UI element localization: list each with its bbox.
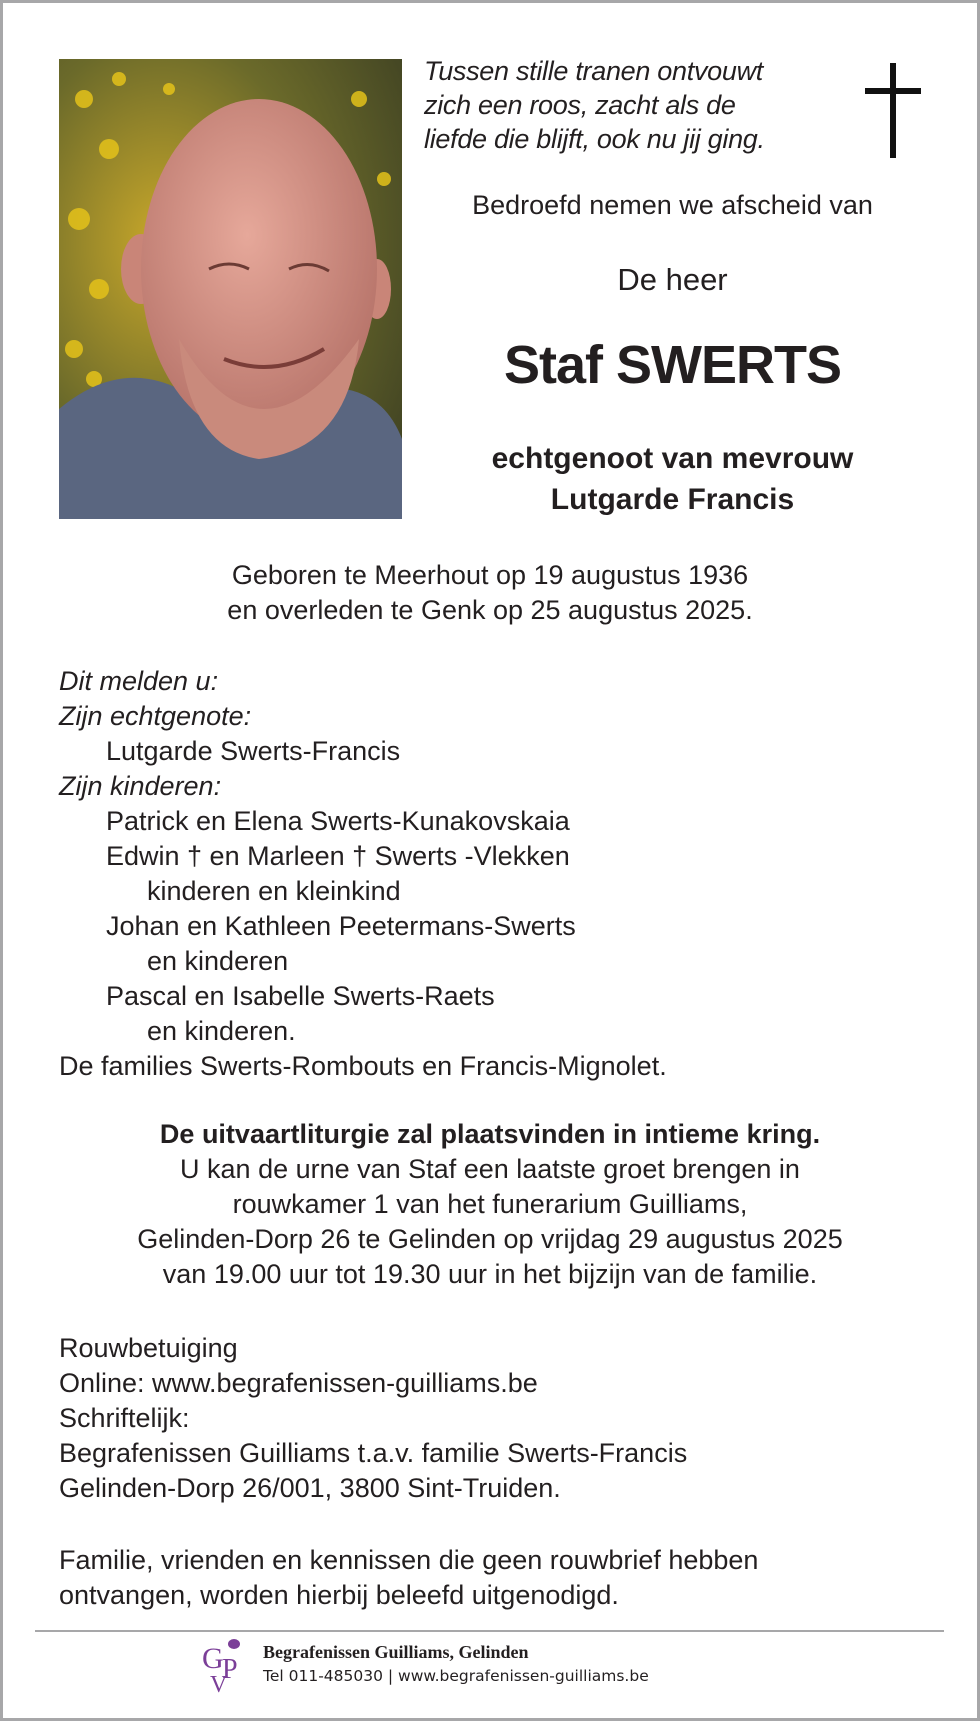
closing-line: ontvangen, worden hierbij beleefd uitgenodigd. bbox=[59, 1580, 619, 1610]
footer-contact: Tel 011-485030 | www.begrafenissen-guilliams.be bbox=[263, 1667, 649, 1685]
intro-text: Bedroefd nemen we afscheid van bbox=[472, 190, 873, 220]
family-line: Lutgarde Swerts-Francis bbox=[106, 736, 401, 766]
family-line: Edwin † en Marleen † Swerts -Vlekken bbox=[106, 841, 570, 871]
family-line: Zijn echtgenote: bbox=[59, 701, 252, 731]
ceremony-line: rouwkamer 1 van het funerarium Guilliams, bbox=[232, 1189, 748, 1219]
condolence-line: Rouwbetuiging bbox=[59, 1333, 238, 1363]
family-line: kinderen en kleinkind bbox=[147, 876, 401, 906]
poem bbox=[424, 54, 765, 156]
svg-text:G: G bbox=[202, 1642, 224, 1675]
poem-line: Tussen stille tranen ontvouwt bbox=[424, 56, 763, 86]
closing-line: Familie, vrienden en kennissen die geen rouwbrief hebben bbox=[59, 1545, 759, 1575]
portrait-photo bbox=[59, 59, 402, 519]
family-line: De families Swerts-Rombouts en Francis-Mignolet. bbox=[59, 1051, 667, 1081]
ceremony-line: Gelinden-Dorp 26 te Gelinden op vrijdag 29 augustus 2025 bbox=[137, 1224, 843, 1254]
family-list bbox=[59, 664, 667, 1084]
deceased-name: Staf SWERTS bbox=[503, 335, 842, 395]
family-line: Johan en Kathleen Peetermans-Swerts bbox=[106, 911, 576, 941]
spouse-info bbox=[430, 438, 915, 520]
ceremony-info bbox=[0, 1117, 980, 1292]
family-line: Pascal en Isabelle Swerts-Raets bbox=[106, 981, 495, 1011]
ceremony-line: van 19.00 uur tot 19.30 uur in het bijzijn van de familie. bbox=[162, 1259, 818, 1289]
condolence-line: Begrafenissen Guilliams t.a.v. familie Swerts-Francis bbox=[59, 1438, 688, 1468]
ceremony-line: U kan de urne van Staf een laatste groet brengen in bbox=[180, 1154, 800, 1184]
death-line: en overleden te Genk op 25 augustus 2025. bbox=[227, 595, 753, 625]
salutation: De heer bbox=[617, 262, 728, 297]
poem-line: zich een roos, zacht als de bbox=[424, 90, 736, 120]
spouse-line: Lutgarde Francis bbox=[550, 483, 795, 516]
ceremony-heading: De uitvaartliturgie zal plaatsvinden in intieme kring. bbox=[159, 1119, 821, 1149]
family-line: en kinderen. bbox=[147, 1016, 296, 1046]
birth-line: Geboren te Meerhout op 19 augustus 1936 bbox=[231, 560, 749, 590]
condolence-line: Gelinden-Dorp 26/001, 3800 Sint-Truiden. bbox=[59, 1473, 561, 1503]
family-line: Dit melden u: bbox=[59, 666, 219, 696]
svg-text:P: P bbox=[222, 1654, 238, 1685]
family-line: en kinderen bbox=[147, 946, 289, 976]
condolences-info bbox=[59, 1331, 687, 1506]
footer-company: Begrafenissen Guilliams, Gelinden bbox=[263, 1642, 529, 1662]
family-line: Zijn kinderen: bbox=[59, 771, 222, 801]
birth-death-info bbox=[0, 558, 980, 628]
closing-info bbox=[59, 1543, 758, 1613]
family-line: Patrick en Elena Swerts-Kunakovskaia bbox=[106, 806, 570, 836]
spouse-line: echtgenoot van mevrouw bbox=[491, 442, 854, 475]
cross-icon bbox=[865, 63, 921, 158]
svg-text:V: V bbox=[210, 1672, 228, 1694]
poem-line: liefde die blijft, ook nu jij ging. bbox=[424, 124, 765, 154]
condolence-line: Online: www.begrafenissen-guilliams.be bbox=[59, 1368, 538, 1398]
funeral-home-logo bbox=[200, 1638, 250, 1694]
condolence-line: Schriftelijk: bbox=[59, 1403, 190, 1433]
footer-divider bbox=[35, 1630, 944, 1632]
